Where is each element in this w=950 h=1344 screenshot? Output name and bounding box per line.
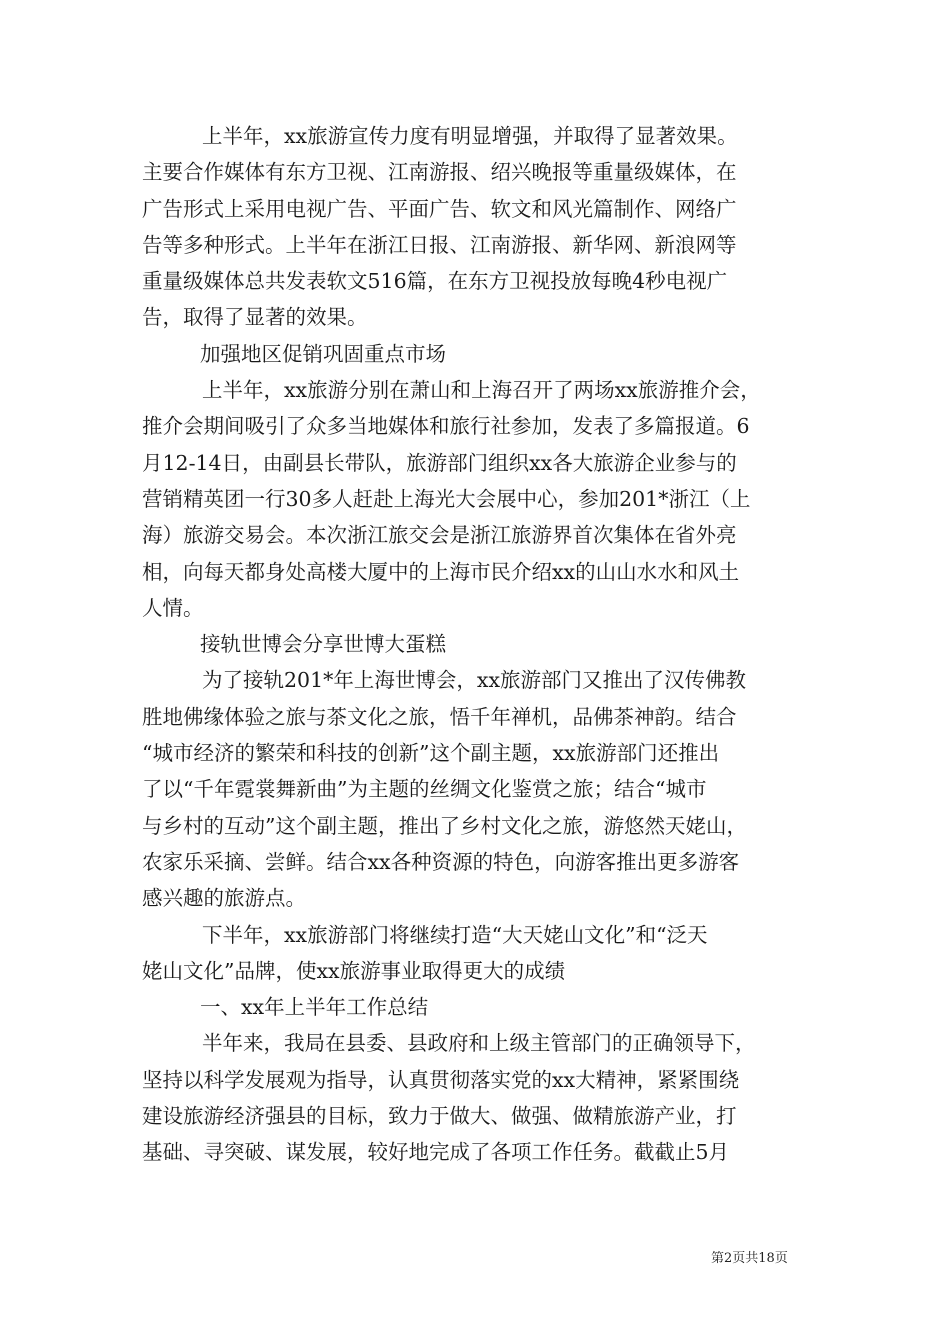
section-heading: 接轨世博会分享世博大蛋糕 [200, 632, 446, 657]
paragraph-line: 海）旅游交易会。本次浙江旅交会是浙江旅游界首次集体在省外亮 [142, 523, 737, 548]
paragraph-line: 告等多种形式。上半年在浙江日报、江南游报、新华网、新浪网等 [142, 232, 737, 257]
paragraph-line: 重量级媒体总共发表软文516篇，在东方卫视投放每晚4秒电视广 [142, 269, 728, 294]
paragraph-line: 建设旅游经济强县的目标，致力于做大、做强、做精旅游产业，打 [142, 1104, 737, 1129]
paragraph-line: 上半年，xx旅游宣传力度有明显增强，并取得了显著效果。 [202, 124, 738, 148]
paragraph-line: 人情。 [142, 595, 204, 620]
page-number: 第2页共18页 [711, 1251, 788, 1266]
paragraph-line: 月12-14日，由副县长带队，旅游部门组织xx各大旅游企业参与的 [142, 450, 737, 475]
paragraph-line: 营销精英团一行30多人赶赴上海光大会展中心，参加201*浙江（上 [142, 486, 751, 511]
document-body [142, 118, 822, 1171]
paragraph-line: “城市经济的繁荣和科技的创新”这个副主题，xx旅游部门还推出 [142, 741, 720, 766]
paragraph-line: 上半年，xx旅游分别在萧山和上海召开了两场xx旅游推介会， [202, 378, 761, 403]
paragraph-line: 与乡村的互动”这个副主题，推出了乡村文化之旅，游悠然天姥山， [142, 813, 747, 838]
paragraph-line: 了以“千年霓裳舞新曲”为主题的丝绸文化鉴赏之旅；结合“城市 [142, 777, 707, 802]
paragraph-line: 下半年，xx旅游部门将继续打造“大天姥山文化”和“泛天 [202, 922, 708, 947]
paragraph-line: 基础、寻突破、谋发展，较好地完成了各项工作任务。截截止5月 [142, 1140, 730, 1165]
section-heading: 加强地区促销巩固重点市场 [200, 341, 446, 366]
paragraph-line: 告，取得了显著的效果。 [142, 305, 368, 330]
paragraph-line: 坚持以科学发展观为指导，认真贯彻落实党的xx大精神，紧紧围绕 [142, 1067, 740, 1092]
paragraph-line: 农家乐采摘、尝鲜。结合xx各种资源的特色，向游客推出更多游客 [142, 849, 740, 874]
paragraph-line: 姥山文化”品牌，使xx旅游事业取得更大的成绩 [142, 958, 566, 983]
paragraph-line: 广告形式上采用电视广告、平面广告、软文和风光篇制作、网络广 [142, 196, 737, 221]
paragraph-line: 相，向每天都身处高楼大厦中的上海市民介绍xx的山山水水和风土 [142, 559, 740, 584]
paragraph-line: 推介会期间吸引了众多当地媒体和旅行社参加，发表了多篇报道。6 [142, 414, 750, 439]
section-heading: 一、xx年上半年工作总结 [200, 995, 429, 1020]
paragraph-line: 为了接轨201*年上海世博会，xx旅游部门又推出了汉传佛教 [202, 668, 746, 693]
paragraph-line: 胜地佛缘体验之旅与茶文化之旅，悟千年禅机，品佛茶神韵。结合 [142, 704, 737, 729]
paragraph-line: 半年来，我局在县委、县政府和上级主管部门的正确领导下， [202, 1031, 756, 1056]
paragraph-line: 感兴趣的旅游点。 [142, 886, 306, 911]
paragraph-line: 主要合作媒体有东方卫视、江南游报、绍兴晚报等重量级媒体，在 [142, 160, 737, 185]
